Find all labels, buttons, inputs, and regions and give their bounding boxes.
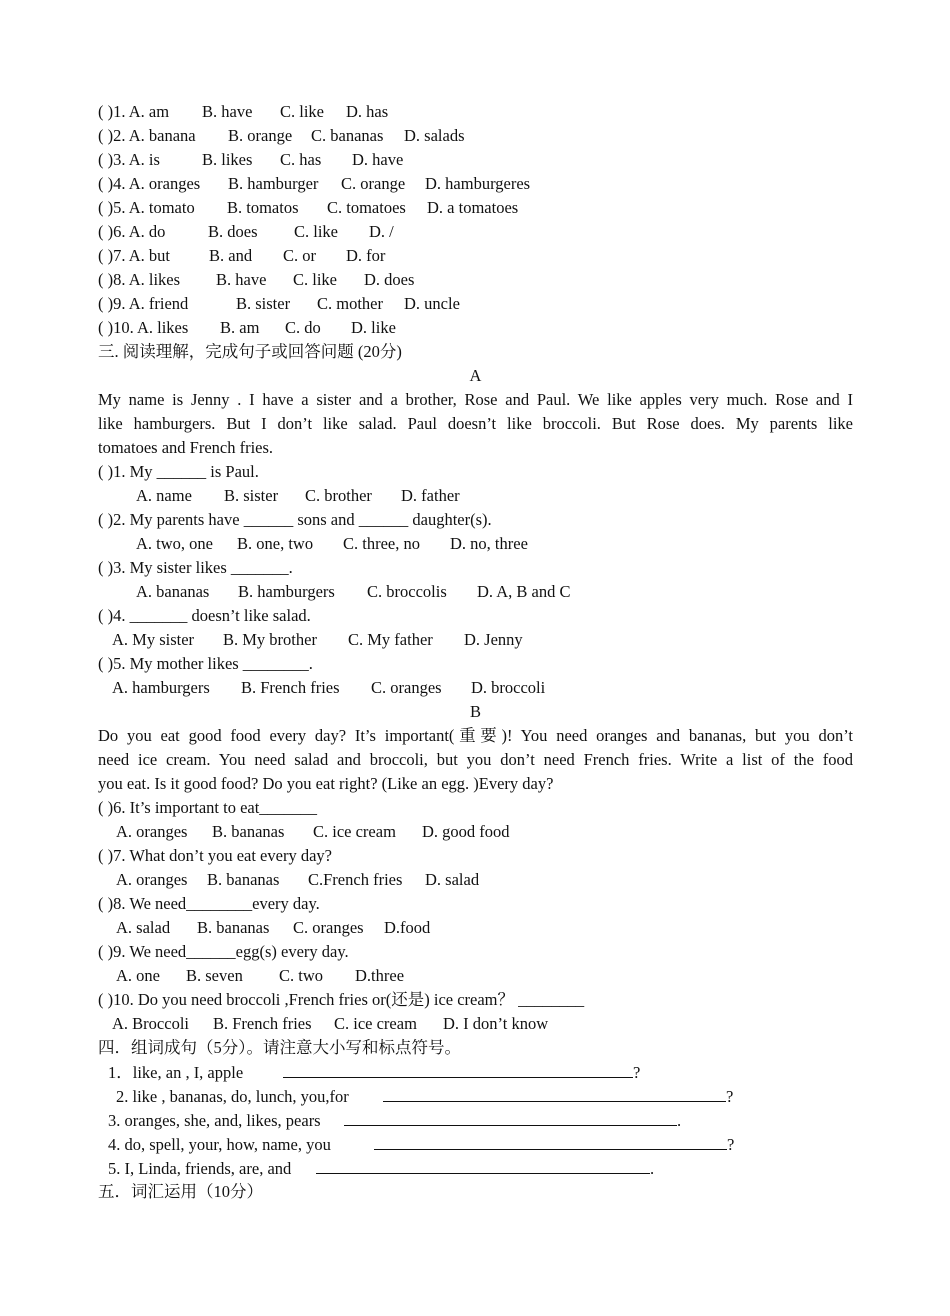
options-a-3: A. bananas B. hamburgers C. broccolis D. A, B and C: [136, 582, 571, 601]
options-b-7: A. oranges B. bananas C.French fries D. salad: [116, 870, 480, 889]
options-a-4: A. My sister B. My brother C. My father D. Jenny: [112, 630, 523, 649]
passage-a-line: like hamburgers. But I don’t like salad. Paul doesn’t like broccoli. But Rose does. My parents like: [98, 414, 853, 433]
sentence-item-2: 2. like , bananas, do, lunch, you,for ?: [98, 1084, 853, 1108]
mc-item: ( )10. A. likes B. am C. do D. like: [98, 318, 396, 337]
sentence-item-1: 1．like, an , I, apple ?: [98, 1060, 853, 1084]
mc-item: ( )1. A. am B. have C. like D. has: [98, 102, 389, 121]
passage-b-line: you eat. Is it good food? Do you eat right? (Like an egg. )Every day?: [98, 774, 554, 793]
options-a-5: A. hamburgers B. French fries C. oranges D. broccoli: [112, 678, 546, 697]
section4-heading: 四．组词成句（5分）。请注意大小写和标点符号。: [98, 1038, 461, 1057]
options-b-6: A. oranges B. bananas C. ice cream D. good food: [116, 822, 510, 841]
question-b-10: ( )10. Do you need broccoli ,French fries or(还是) ice cream？ ________: [98, 990, 585, 1009]
options-a-1: A. name B. sister C. brother D. father: [136, 486, 460, 505]
section3-heading: 三. 阅读理解，完成句子或回答问题 (20分): [98, 342, 402, 361]
sentence-item-4: 4. do, spell, your, how, name, you ?: [98, 1132, 853, 1156]
mc-item: ( )3. A. is B. likes C. has D. have: [98, 150, 404, 169]
question-b-6: ( )6. It’s important to eat_______: [98, 798, 318, 817]
mc-item: ( )5. A. tomato B. tomatos C. tomatoes D. a tomatoes: [98, 198, 519, 217]
question-b-9: ( )9. We need______egg(s) every day.: [98, 942, 349, 961]
question-b-7: ( )7. What don’t you eat every day?: [98, 846, 332, 865]
answer-blank[interactable]: [316, 1156, 650, 1174]
options-a-2: A. two, one B. one, two C. three, no D. no, three: [136, 534, 528, 553]
passage-b-line: Do you eat good food every day? It’s important(重要)! You need oranges and bananas, but you don’t: [98, 726, 853, 745]
mc-item: ( )6. A. do B. does C. like D. /: [98, 222, 394, 241]
passage-b-line: need ice cream. You need salad and broccoli, but you don’t need French fries. Write a list of the food: [98, 750, 853, 769]
answer-blank[interactable]: [344, 1108, 677, 1126]
mc-item: ( )7. A. but B. and C. or D. for: [98, 246, 386, 265]
options-b-9: A. one B. seven C. two D.three: [116, 966, 405, 985]
answer-blank[interactable]: [383, 1084, 726, 1102]
worksheet-page: [98, 100, 853, 1204]
mc-item: ( )8. A. likes B. have C. like D. does: [98, 270, 415, 289]
answer-blank[interactable]: [374, 1132, 727, 1150]
passage-b-label: B: [469, 702, 481, 721]
sentence-item-5: 5. I, Linda, friends, are, and .: [98, 1156, 853, 1180]
passage-a-label: A: [469, 366, 482, 385]
section5-heading: 五．词汇运用（10分）: [98, 1182, 263, 1201]
question-a-1: ( )1. My ______ is Paul.: [98, 462, 259, 481]
question-a-3: ( )3. My sister likes _______.: [98, 558, 293, 577]
mc-item: ( )2. A. banana B. orange C. bananas D. salads: [98, 126, 465, 145]
question-a-5: ( )5. My mother likes ________.: [98, 654, 313, 673]
question-a-4: ( )4. _______ doesn’t like salad.: [98, 606, 311, 625]
sentence-item-3: 3. oranges, she, and, likes, pears .: [98, 1108, 853, 1132]
answer-blank[interactable]: [283, 1060, 633, 1078]
passage-a-line: tomatoes and French fries.: [98, 438, 274, 457]
mc-list: [98, 100, 853, 340]
question-a-2: ( )2. My parents have ______ sons and ______ daughter(s).: [98, 510, 492, 529]
question-b-8: ( )8. We need________every day.: [98, 894, 320, 913]
mc-item: ( )4. A. oranges B. hamburger C. orange D. hamburgeres: [98, 174, 531, 193]
options-b-10: A. Broccoli B. French fries C. ice cream D. I don’t know: [112, 1014, 549, 1033]
passage-a-line: My name is Jenny . I have a sister and a brother, Rose and Paul. We like apples very much. Rose and I: [98, 390, 853, 409]
options-b-8: A. salad B. bananas C. oranges D.food: [116, 918, 431, 937]
mc-item: ( )9. A. friend B. sister C. mother D. uncle: [98, 294, 460, 313]
